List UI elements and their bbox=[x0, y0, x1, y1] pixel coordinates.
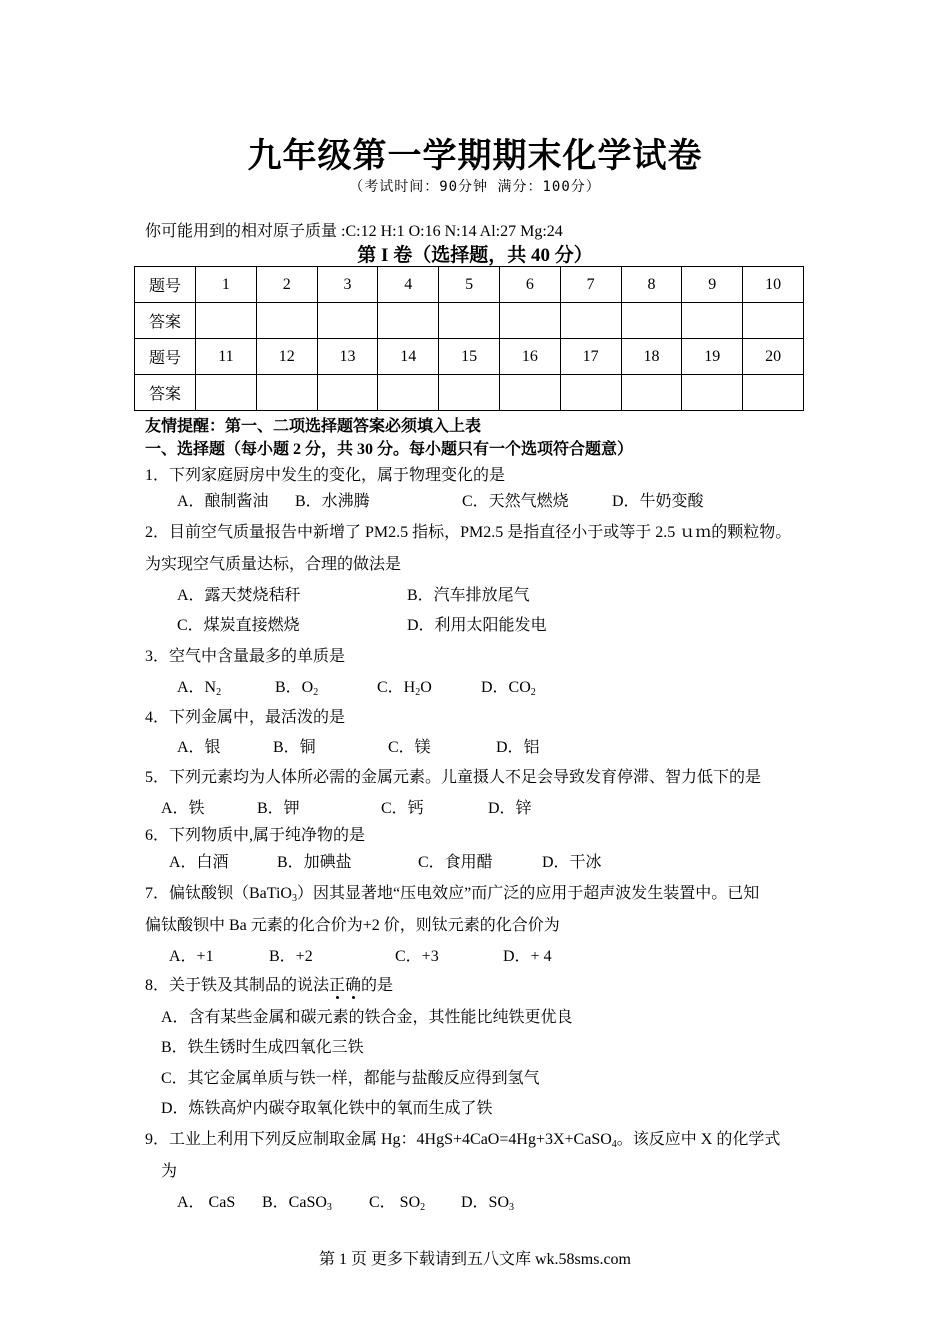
option-c-text: C． SO bbox=[369, 1194, 421, 1211]
question-options bbox=[161, 795, 532, 818]
question-options bbox=[177, 488, 704, 511]
question-number-cell: 16 bbox=[499, 339, 560, 375]
answer-cell[interactable] bbox=[378, 375, 439, 411]
question-stem: 为实现空气质量达标，合理的做法是 bbox=[145, 556, 402, 573]
option-d: D．锌 bbox=[488, 800, 532, 817]
question-number-cell: 6 bbox=[499, 267, 560, 303]
question-number-cell: 7 bbox=[560, 267, 621, 303]
question-stem: 2．目前空气质量报告中新增了 PM2.5 指标，PM2.5 是指直径小于或等于 2.5 ｕｍ的颗粒物。 bbox=[145, 524, 792, 541]
option-c: C．食用醋 bbox=[418, 854, 493, 871]
question-number-cell: 1 bbox=[196, 267, 257, 303]
answer-cell[interactable] bbox=[317, 303, 378, 339]
option-b: B．+2 bbox=[269, 948, 313, 965]
option-b bbox=[275, 674, 377, 697]
option-d-text: D．CO bbox=[481, 679, 531, 696]
option-d bbox=[461, 1189, 514, 1212]
question-options bbox=[177, 674, 536, 697]
answer-cell[interactable] bbox=[743, 303, 804, 339]
option-c: C．煤炭直接燃烧 bbox=[177, 617, 300, 634]
stem-text: 的是 bbox=[361, 977, 394, 994]
option-c bbox=[369, 1189, 461, 1212]
question-options bbox=[177, 582, 530, 605]
stem-text: 7．偏钛酸钡（BaTiO bbox=[145, 885, 292, 902]
reminder-text: 友情提醒：第一、二项选择题答案必须填入上表 bbox=[145, 418, 482, 435]
option-a: A．露天焚烧秸秆 bbox=[177, 587, 301, 604]
option-c: C．其它金属单质与铁一样，都能与盐酸反应得到氢气 bbox=[161, 1070, 540, 1087]
table-header-cell: 答案 bbox=[135, 375, 196, 411]
question-number-cell: 15 bbox=[439, 339, 500, 375]
option-b: B．水沸腾 bbox=[295, 493, 370, 510]
question-stem: 为 bbox=[161, 1163, 178, 1180]
option-b: B．加碘盐 bbox=[277, 854, 352, 871]
option-d bbox=[481, 674, 536, 697]
option-b: B．钾 bbox=[257, 800, 300, 817]
answer-table bbox=[134, 266, 804, 411]
answer-cell[interactable] bbox=[317, 375, 378, 411]
option-c: C．钙 bbox=[381, 800, 424, 817]
subscript: 2 bbox=[420, 1202, 426, 1213]
answer-cell[interactable] bbox=[499, 375, 560, 411]
answer-cell[interactable] bbox=[621, 375, 682, 411]
subscript: 3 bbox=[509, 1202, 515, 1213]
atomic-mass-note: 你可能用到的相对原子质量 :C:12 H:1 O:16 N:14 Al:27 Mg:24 bbox=[145, 223, 563, 240]
question-stem: 5．下列元素均为人体所必需的金属元素。儿童摄人不足会导致发育停滞、智力低下的是 bbox=[145, 769, 762, 786]
question-number-cell: 19 bbox=[682, 339, 743, 375]
question-number-cell: 17 bbox=[560, 339, 621, 375]
question-options bbox=[169, 849, 602, 872]
question-options bbox=[169, 943, 552, 966]
exam-subtitle: （考试时间：90分钟 满分：100分） bbox=[349, 179, 601, 195]
part1-heading: 一、选择题（每小题 2 分，共 30 分。每小题只有一个选项符合题意） bbox=[145, 441, 634, 458]
answer-cell[interactable] bbox=[439, 303, 500, 339]
emphasis-dot-char: 正 bbox=[329, 977, 346, 994]
question-stem bbox=[145, 972, 393, 995]
option-c: C．+3 bbox=[395, 948, 439, 965]
question-stem: 1．下列家庭厨房中发生的变化，属于物理变化的是 bbox=[145, 467, 506, 484]
answer-cell[interactable] bbox=[256, 303, 317, 339]
option-b-text: B．CaSO bbox=[262, 1194, 327, 1211]
question-number-cell: 20 bbox=[743, 339, 804, 375]
answer-cell[interactable] bbox=[621, 303, 682, 339]
question-number-cell: 4 bbox=[378, 267, 439, 303]
answer-cell[interactable] bbox=[196, 375, 257, 411]
question-stem: 6．下列物质中,属于纯净物的是 bbox=[145, 827, 366, 844]
table-header-cell: 题号 bbox=[135, 267, 196, 303]
answer-cell[interactable] bbox=[682, 303, 743, 339]
option-a: A．含有某些金属和碳元素的铁合金，其性能比纯铁更优良 bbox=[161, 1009, 573, 1026]
subscript: 2 bbox=[530, 687, 536, 698]
option-b-text: B．O bbox=[275, 679, 314, 696]
question-number-cell: 14 bbox=[378, 339, 439, 375]
table-row bbox=[135, 267, 804, 303]
question-number-cell: 2 bbox=[256, 267, 317, 303]
option-a: A．铁 bbox=[161, 800, 205, 817]
page-title: 九年级第一学期期末化学试卷 bbox=[247, 136, 703, 176]
question-number-cell: 8 bbox=[621, 267, 682, 303]
answer-cell[interactable] bbox=[560, 375, 621, 411]
subscript: 2 bbox=[415, 687, 421, 698]
answer-cell[interactable] bbox=[196, 303, 257, 339]
answer-cell[interactable] bbox=[743, 375, 804, 411]
option-d: D．铝 bbox=[496, 739, 540, 756]
question-number-cell: 3 bbox=[317, 267, 378, 303]
stem-text: 。该反应中 X 的化学式 bbox=[616, 1131, 781, 1148]
question-number-cell: 18 bbox=[621, 339, 682, 375]
question-stem: 偏钛酸钡中 Ba 元素的化合价为+2 价，则钛元素的化合价为 bbox=[145, 917, 560, 934]
question-number-cell: 11 bbox=[196, 339, 257, 375]
option-a bbox=[177, 674, 275, 697]
question-stem bbox=[145, 1126, 780, 1149]
subscript: 4 bbox=[611, 1139, 617, 1150]
question-stem bbox=[145, 880, 759, 903]
option-a: A．白酒 bbox=[169, 854, 229, 871]
answer-cell[interactable] bbox=[560, 303, 621, 339]
subscript: 2 bbox=[313, 687, 319, 698]
stem-text: ）因其显著地“压电效应”而广泛的应用于超声波发生装置中。已知 bbox=[297, 885, 760, 902]
option-c-text-tail: O bbox=[420, 679, 432, 696]
option-a: A．+1 bbox=[169, 948, 214, 965]
answer-cell[interactable] bbox=[439, 375, 500, 411]
answer-cell[interactable] bbox=[499, 303, 560, 339]
question-stem: 3．空气中含量最多的单质是 bbox=[145, 648, 346, 665]
option-c-text: C．H bbox=[377, 679, 416, 696]
option-d: D．+ 4 bbox=[503, 948, 552, 965]
subscript: 3 bbox=[292, 893, 297, 904]
question-number-cell: 12 bbox=[256, 339, 317, 375]
subscript: 3 bbox=[326, 1202, 332, 1213]
question-number-cell: 10 bbox=[743, 267, 804, 303]
question-number-cell: 5 bbox=[439, 267, 500, 303]
question-options bbox=[177, 612, 547, 635]
table-header-cell: 答案 bbox=[135, 303, 196, 339]
option-d: D．牛奶变酸 bbox=[612, 493, 704, 510]
answer-cell[interactable] bbox=[682, 375, 743, 411]
question-stem: 4．下列金属中，最活泼的是 bbox=[145, 709, 346, 726]
table-row bbox=[135, 375, 804, 411]
table-row bbox=[135, 303, 804, 339]
option-a: A． CaS bbox=[177, 1194, 236, 1211]
option-c: C．天然气燃烧 bbox=[462, 493, 569, 510]
option-b bbox=[262, 1189, 369, 1212]
stem-text: 8．关于铁及其制品的说法 bbox=[145, 977, 330, 994]
option-c: C．镁 bbox=[388, 739, 431, 756]
option-b: B．铁生锈时生成四氧化三铁 bbox=[161, 1039, 364, 1056]
option-d-text: D．SO bbox=[461, 1194, 510, 1211]
option-b: B．铜 bbox=[273, 739, 316, 756]
emphasis-dot-char: 确 bbox=[345, 977, 362, 994]
table-row bbox=[135, 339, 804, 375]
option-d: D．利用太阳能发电 bbox=[407, 617, 547, 634]
page-footer: 第 1 页 更多下载请到五八文库 wk.58sms.com bbox=[318, 1251, 631, 1268]
option-a-text: A．N bbox=[177, 679, 217, 696]
answer-cell[interactable] bbox=[378, 303, 439, 339]
stem-text: 9．工业上利用下列反应制取金属 Hg：4HgS+4CaO=4Hg+3X+CaSO bbox=[145, 1131, 612, 1148]
option-d: D．炼铁高炉内碳夺取氧化铁中的氧而生成了铁 bbox=[161, 1100, 493, 1117]
question-options bbox=[177, 734, 540, 757]
answer-cell[interactable] bbox=[256, 375, 317, 411]
option-a: A．酿制酱油 bbox=[177, 493, 269, 510]
subscript: 2 bbox=[216, 687, 222, 698]
question-options bbox=[177, 1189, 514, 1212]
option-c bbox=[377, 674, 481, 697]
question-number-cell: 13 bbox=[317, 339, 378, 375]
option-a: A．银 bbox=[177, 739, 221, 756]
table-header-cell: 题号 bbox=[135, 339, 196, 375]
option-d: D．干冰 bbox=[542, 854, 602, 871]
question-number-cell: 9 bbox=[682, 267, 743, 303]
section-title: 第 I 卷（选择题，共 40 分） bbox=[357, 245, 593, 266]
option-b: B．汽车排放尾气 bbox=[407, 587, 530, 604]
